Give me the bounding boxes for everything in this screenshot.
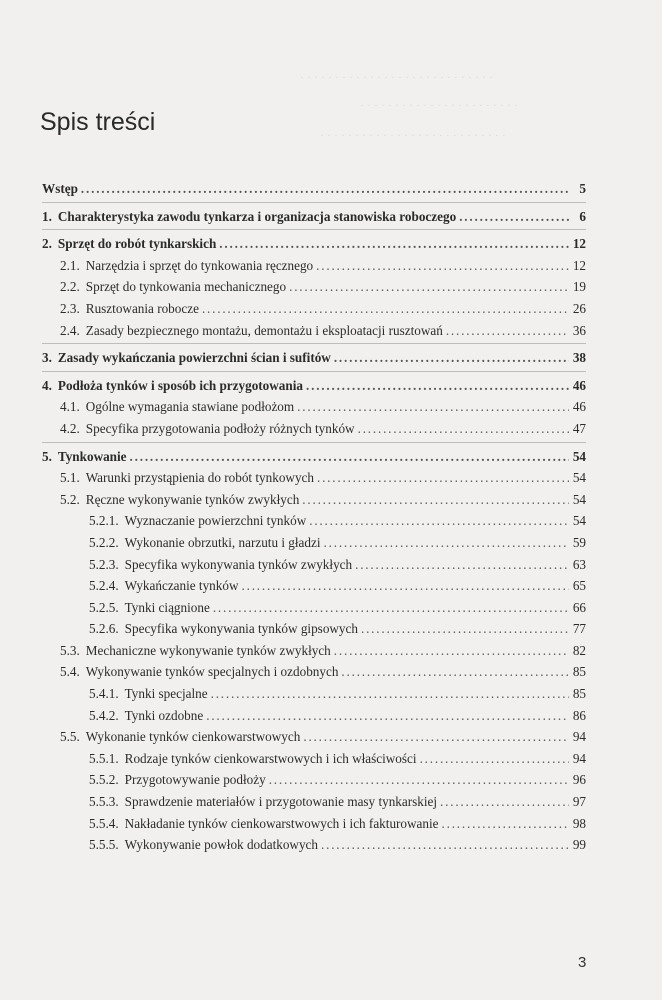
toc-entry-page: 6 (579, 208, 586, 224)
toc-entry-number: 5.2.1. (89, 513, 119, 529)
toc-entry-text (42, 489, 299, 511)
toc-entry-number: 5.3. (60, 642, 80, 658)
toc-entry-number: 5.5.2. (89, 772, 119, 788)
toc-entry-number: 5.2. (60, 491, 80, 507)
toc-entry-text (42, 834, 318, 856)
toc-entry-label: Wykonywanie powłok dodatkowych (124, 837, 318, 853)
dot-leader (334, 347, 569, 369)
toc-entry-number: 5.5.4. (89, 815, 119, 831)
toc-entry-page: 94 (572, 729, 586, 745)
dot-leader (306, 375, 569, 397)
dot-leader (459, 206, 569, 228)
toc-entry-text (42, 705, 203, 727)
toc-entry-text (42, 813, 439, 835)
dot-leader (219, 233, 569, 255)
toc-entry-page: 46 (572, 399, 586, 415)
toc-entry[interactable] (42, 532, 586, 554)
dot-leader (302, 489, 569, 511)
toc-entry-text (42, 396, 294, 418)
toc-entry-number: 4.1. (60, 399, 80, 415)
toc-entry[interactable] (42, 320, 586, 342)
toc-entry-text (42, 618, 358, 640)
toc-entry-label: Specyfika wykonywania tynków zwykłych (124, 556, 353, 572)
toc-entry-label: Sprzęt do robót tynkarskich (57, 236, 217, 252)
toc-entry-label: Zasady wykańczania powierzchni ścian i sufitów (57, 350, 331, 366)
toc-entry[interactable] (42, 597, 586, 619)
toc-entry-number: 5.2.3. (89, 556, 119, 572)
toc-entry-page: 65 (572, 578, 586, 594)
toc-entry-label: Specyfika wykonywania tynków gipsowych (124, 621, 358, 637)
toc-entry-text (42, 418, 355, 440)
toc-entry-number: 5.4.2. (89, 707, 119, 723)
toc-entry-text (42, 467, 314, 489)
toc-entry[interactable] (42, 791, 586, 813)
toc-entry[interactable] (42, 467, 586, 489)
toc-entry[interactable] (42, 554, 586, 576)
reverse-side-show-through: · · · · · · · · · · · · · · · · · · · · · · · · · · · (320, 128, 506, 142)
toc-entry-text (42, 510, 306, 532)
toc-entry-page: 99 (572, 837, 586, 853)
toc-entry[interactable] (42, 446, 586, 468)
toc-entry[interactable] (42, 206, 586, 228)
toc-entry-label: Tynkowanie (57, 448, 127, 464)
toc-entry[interactable] (42, 510, 586, 532)
toc-entry-page: 82 (572, 642, 586, 658)
toc-entry-number: 2.3. (60, 300, 80, 316)
toc-entry-number: 5.1. (60, 470, 80, 486)
toc-entry-text (42, 575, 239, 597)
toc-entry-label: Wykańczanie tynków (124, 578, 239, 594)
toc-entry-page: 54 (572, 470, 586, 486)
toc-entry-number: 5. (42, 448, 52, 464)
dot-leader (316, 255, 569, 277)
toc-entry[interactable] (42, 347, 586, 369)
dot-leader (324, 532, 569, 554)
dot-leader (334, 640, 569, 662)
page-title: Spis treści (40, 108, 156, 136)
toc-entry-number: 5.5.3. (89, 794, 119, 810)
dot-leader (269, 769, 569, 791)
toc-entry-page: 54 (572, 491, 586, 507)
toc-entry-text (42, 347, 331, 369)
toc-entry-label: Wykonanie tynków cienkowarstwowych (85, 729, 301, 745)
toc-entry-page: 77 (572, 621, 586, 637)
toc-entry-number: 5.2.4. (89, 578, 119, 594)
toc-entry-label: Rodzaje tynków cienkowarstwowych i ich właściwości (124, 750, 417, 766)
toc-entry-page: 59 (572, 534, 586, 550)
toc-entry-page: 98 (572, 815, 586, 831)
toc-entry-page: 54 (572, 448, 586, 464)
dot-leader (341, 661, 569, 683)
toc-entry-text (42, 320, 443, 342)
toc-entry-text (42, 255, 313, 277)
toc-entry-text (42, 683, 208, 705)
toc-entry-page: 54 (572, 513, 586, 529)
toc-entry-label: Tynki ciągnione (124, 599, 210, 615)
toc-entry-text (42, 661, 338, 683)
dot-leader (297, 396, 569, 418)
toc-entry-page: 94 (572, 750, 586, 766)
toc-entry-number: 4.2. (60, 420, 80, 436)
dot-leader (242, 575, 570, 597)
toc-entry[interactable] (42, 298, 586, 320)
toc-entry-number: 4. (42, 377, 52, 393)
toc-entry-label: Narzędzia i sprzęt do tynkowania ręcznego (85, 257, 314, 273)
chapter-divider (42, 371, 586, 372)
toc-entry-text (42, 748, 417, 770)
toc-entry-label: Wykonanie obrzutki, narzutu i gładzi (124, 534, 321, 550)
dot-leader (211, 683, 569, 705)
toc-entry-number: 5.5.1. (89, 750, 119, 766)
toc-entry[interactable] (42, 575, 586, 597)
toc-entry[interactable] (42, 233, 586, 255)
toc-entry-text (42, 791, 437, 813)
toc-entry-text (42, 769, 266, 791)
toc-entry-label: Rusztowania robocze (85, 300, 199, 316)
toc-entry-number: 5.4.1. (89, 686, 119, 702)
toc-entry[interactable] (42, 178, 586, 200)
toc-entry-page: 85 (572, 664, 586, 680)
toc-entry-page: 96 (572, 772, 586, 788)
toc-entry-text (42, 640, 331, 662)
toc-entry-number: 2.1. (60, 257, 80, 273)
toc-entry-page: 46 (572, 377, 586, 393)
toc-entry-page: 19 (572, 279, 586, 295)
dot-leader (303, 726, 569, 748)
dot-leader (309, 510, 569, 532)
toc-entry[interactable] (42, 396, 586, 418)
toc-entry-label: Wstęp (42, 181, 78, 196)
toc-entry[interactable] (42, 748, 586, 770)
toc-entry-text (42, 532, 321, 554)
dot-leader (440, 791, 569, 813)
toc-entry-page: 86 (572, 707, 586, 723)
toc-entry-number: 1. (42, 208, 52, 224)
toc-entry-number: 5.5. (60, 729, 80, 745)
toc-entry-label: Sprzęt do tynkowania mechanicznego (85, 279, 287, 295)
dot-leader (321, 834, 569, 856)
toc-entry-text (42, 597, 210, 619)
dot-leader (355, 554, 569, 576)
toc-entry-label: Wykonywanie tynków specjalnych i ozdobnych (85, 664, 339, 680)
toc-entry-label: Zasady bezpiecznego montażu, demontażu i eksploatacji rusztowań (85, 322, 443, 338)
toc-entry-label: Ogólne wymagania stawiane podłożom (85, 399, 295, 415)
toc-entry-page: 85 (572, 686, 586, 702)
toc-entry-label: Warunki przystąpienia do robót tynkowych (85, 470, 314, 486)
toc-entry-text (42, 178, 78, 200)
toc-entry-number: 3. (42, 350, 52, 366)
toc-entry-number: 5.5.5. (89, 837, 119, 853)
toc-entry[interactable] (42, 726, 586, 748)
toc-entry-page: 63 (572, 556, 586, 572)
toc-entry-number: 2.2. (60, 279, 80, 295)
toc-entry-page: 12 (572, 257, 586, 273)
dot-leader (202, 298, 569, 320)
dot-leader (420, 748, 569, 770)
page-number: 3 (578, 954, 587, 971)
dot-leader (130, 446, 569, 468)
chapter-divider (42, 229, 586, 230)
toc-entry-number: 2. (42, 236, 52, 252)
chapter-divider (42, 202, 586, 203)
toc-entry[interactable] (42, 705, 586, 727)
dot-leader (206, 705, 569, 727)
chapter-divider (42, 343, 586, 344)
reverse-side-show-through: · · · · · · · · · · · · · · · · · · · · · · · (360, 98, 518, 112)
toc-entry-label: Sprawdzenie materiałów i przygotowanie masy tynkarskiej (124, 794, 438, 810)
toc-entry-page: 66 (572, 599, 586, 615)
dot-leader (361, 618, 569, 640)
toc-entry-label: Wyznaczanie powierzchni tynków (124, 513, 307, 529)
toc-entry-label: Nakładanie tynków cienkowarstwowych i ich fakturowanie (124, 815, 439, 831)
toc-entry-text (42, 726, 300, 748)
dot-leader (442, 813, 569, 835)
toc-entry[interactable] (42, 618, 586, 640)
dot-leader (81, 178, 569, 200)
dot-leader (213, 597, 569, 619)
dot-leader (317, 467, 569, 489)
toc-entry-text (42, 276, 286, 298)
toc-entry[interactable] (42, 255, 586, 277)
toc-entry-page: 12 (572, 236, 586, 252)
toc-entry[interactable] (42, 640, 586, 662)
toc-entry-label: Charakterystyka zawodu tynkarza i organizacja stanowiska roboczego (57, 208, 457, 224)
toc-entry-text (42, 206, 456, 228)
toc-entry-label: Tynki ozdobne (124, 707, 204, 723)
toc-entry-number: 5.2.6. (89, 621, 119, 637)
toc-entry[interactable] (42, 813, 586, 835)
toc-entry-number: 5.2.5. (89, 599, 119, 615)
dot-leader (289, 276, 569, 298)
toc-entry-page: 5 (579, 181, 586, 196)
dot-leader (358, 418, 569, 440)
toc-entry-text (42, 375, 303, 397)
toc-entry[interactable] (42, 418, 586, 440)
toc-entry-label: Specyfika przygotowania podłoży różnych tynków (85, 420, 355, 436)
toc-entry-page: 26 (572, 300, 586, 316)
toc-entry-label: Ręczne wykonywanie tynków zwykłych (85, 491, 300, 507)
reverse-side-show-through: · · · · · · · · · · · · · · · · · · · · · · · · · · · · (300, 70, 493, 84)
toc-entry-text (42, 233, 216, 255)
toc-entry[interactable] (42, 661, 586, 683)
toc-entry[interactable] (42, 683, 586, 705)
toc-entry-label: Tynki specjalne (124, 686, 208, 702)
chapter-divider (42, 442, 586, 443)
toc-entry-number: 5.4. (60, 664, 80, 680)
toc-entry-page: 97 (572, 794, 586, 810)
toc-entry-label: Podłoża tynków i sposób ich przygotowania (57, 377, 303, 393)
toc-entry-text (42, 298, 199, 320)
toc-entry-page: 38 (572, 350, 586, 366)
toc-entry-page: 47 (572, 420, 586, 436)
toc-entry-page: 36 (572, 322, 586, 338)
toc-entry-number: 2.4. (60, 322, 80, 338)
toc-entry[interactable] (42, 769, 586, 791)
toc-entry-number: 5.2.2. (89, 534, 119, 550)
toc-entry[interactable] (42, 834, 586, 856)
toc-entry-text (42, 554, 352, 576)
toc-entry[interactable] (42, 375, 586, 397)
toc-entry-label: Mechaniczne wykonywanie tynków zwykłych (85, 642, 331, 658)
dot-leader (446, 320, 569, 342)
toc-entry-text (42, 446, 127, 468)
toc-entry-label: Przygotowywanie podłoży (124, 772, 266, 788)
toc-entry[interactable] (42, 489, 586, 511)
table-of-contents (42, 178, 586, 856)
toc-entry[interactable] (42, 276, 586, 298)
